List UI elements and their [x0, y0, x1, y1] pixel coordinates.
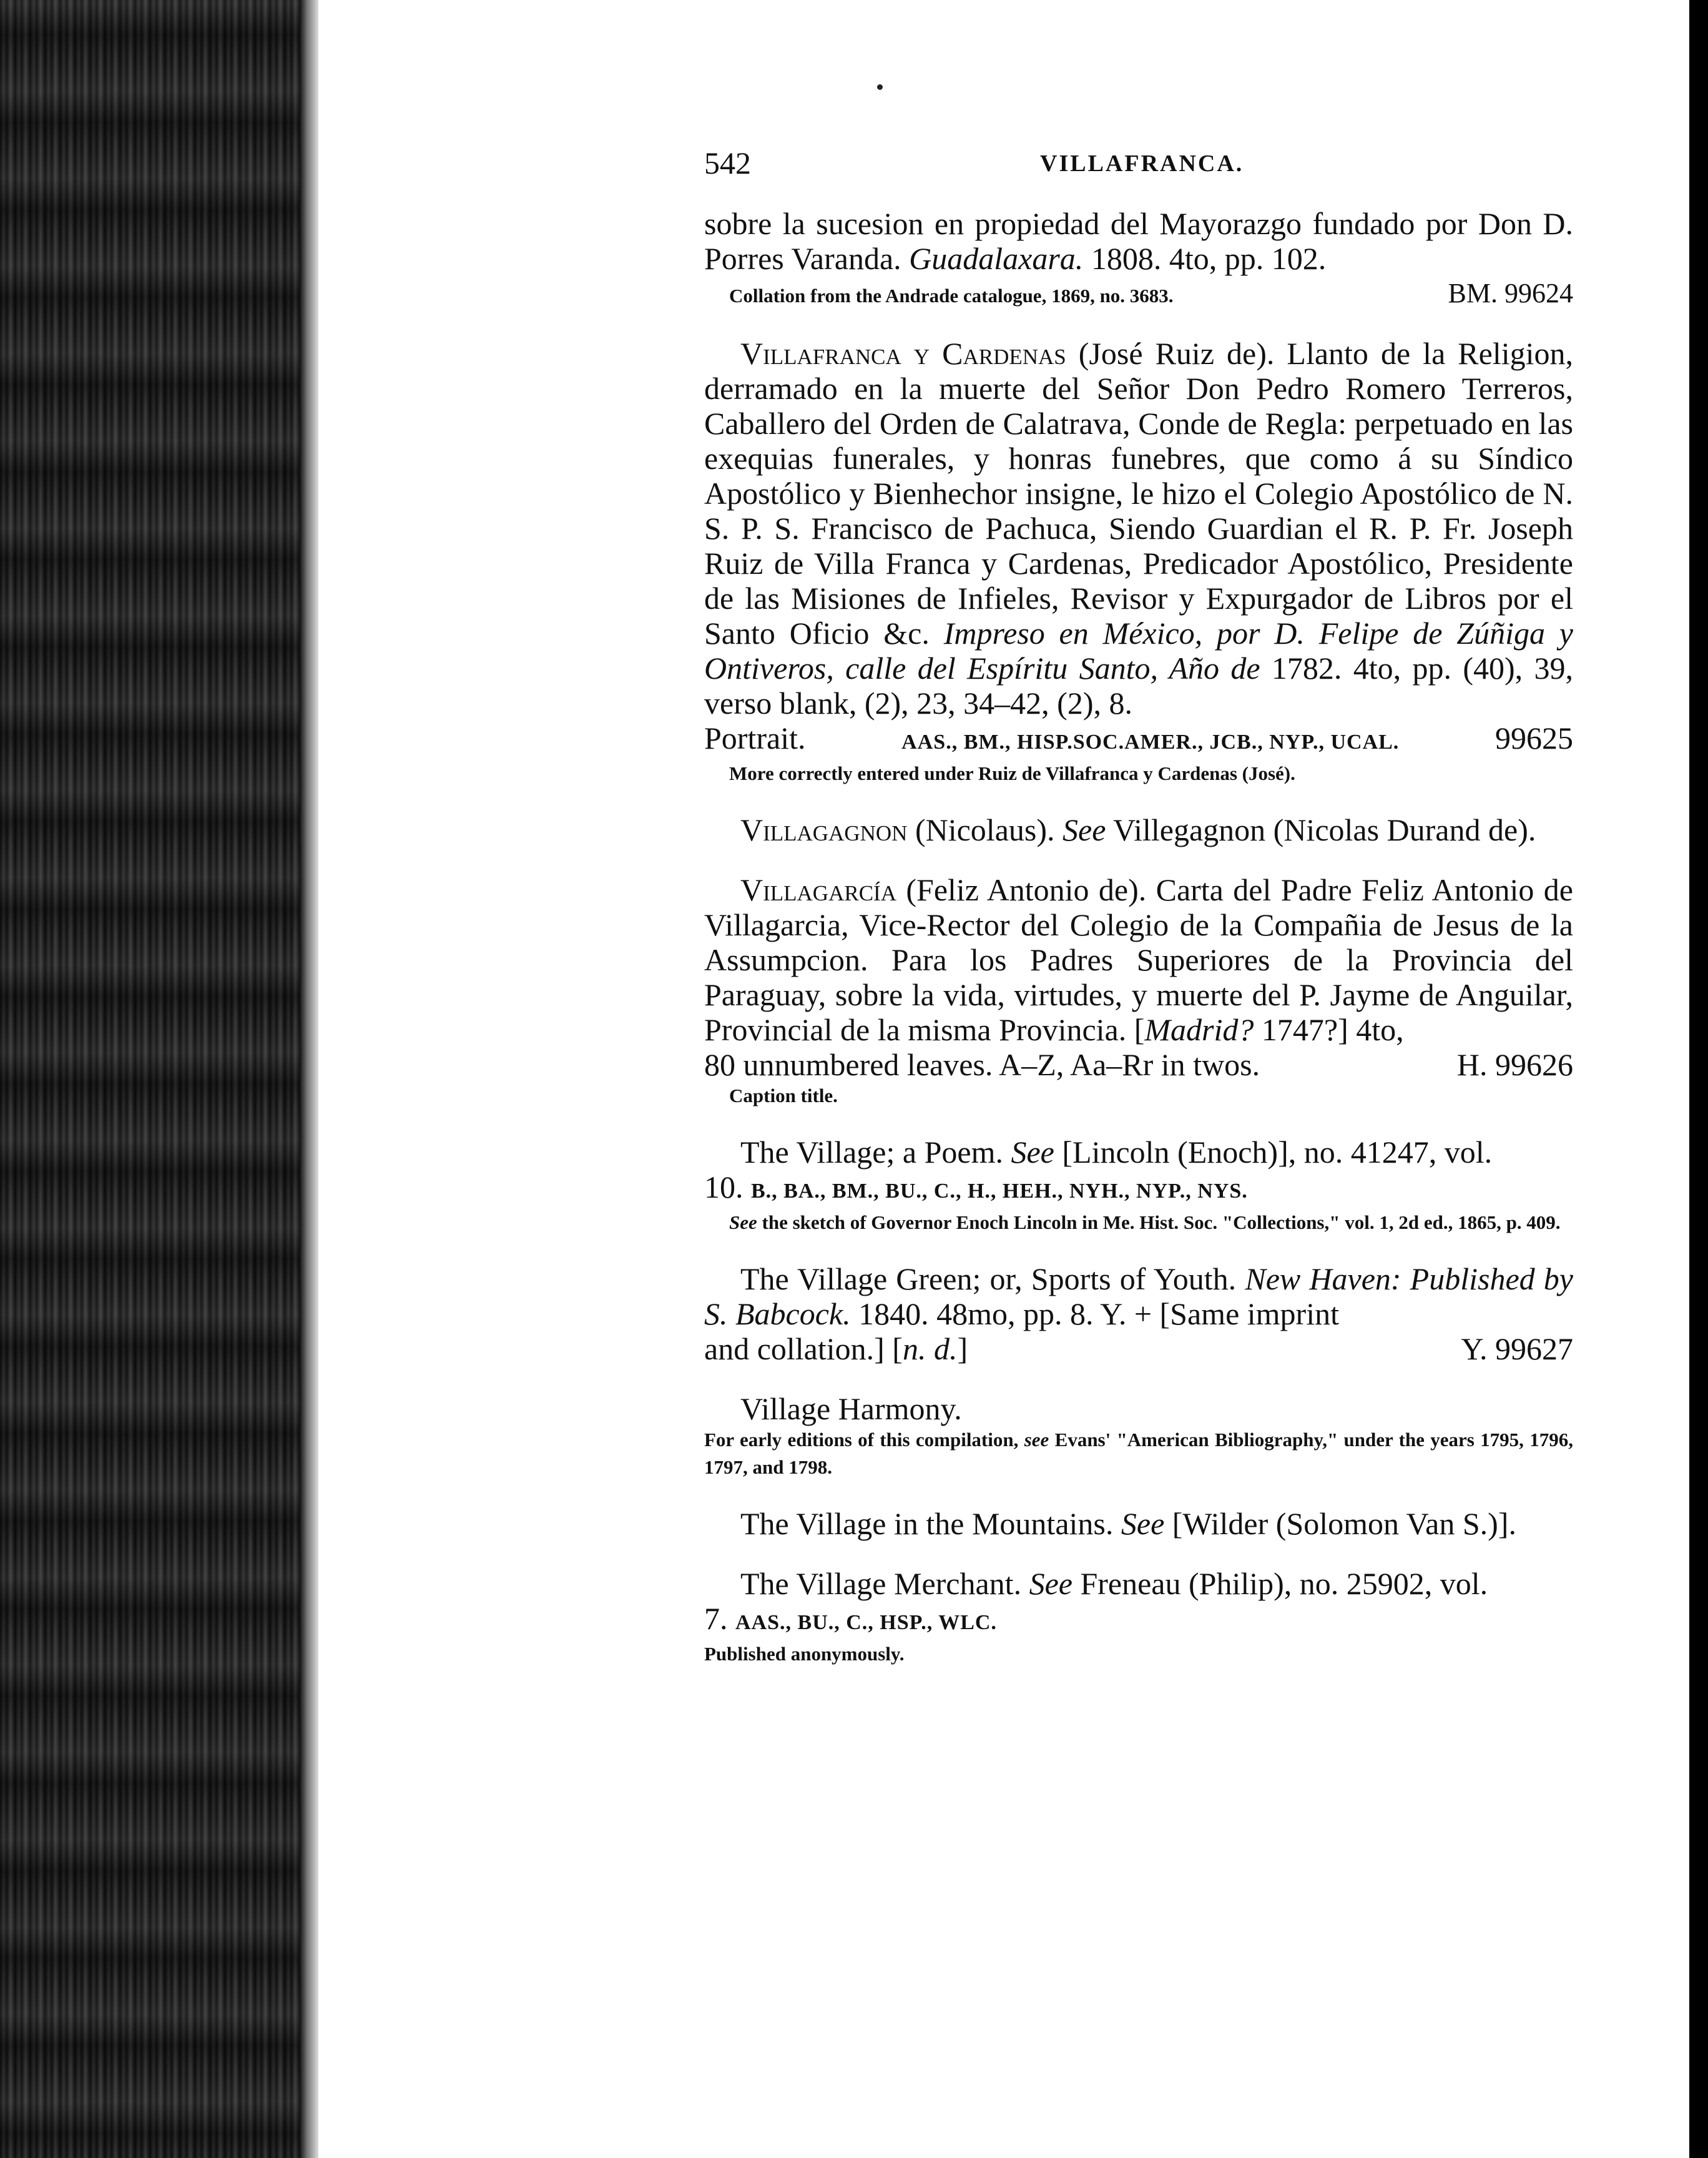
locations-row — [704, 721, 1573, 760]
entry-text — [704, 1135, 1573, 1170]
see-reference: See — [1011, 1135, 1054, 1170]
entry-text — [704, 206, 1573, 276]
entry-number: H. 99626 — [1456, 1047, 1573, 1082]
entry-villagarcia — [704, 872, 1573, 1110]
entry-title: (José Ruiz de). Llanto de la Religion, derramado en la muerte del Señor Don Pedro Romero Terreros, Caballero del Orden de Calatrava, Conde de Regla: perpetuado en las exequias funerales, y honras funebres, que como á su Síndico Apostólico y Bienhechor insigne, le hizo el Colegio Apostólico de N. S. P. S. Francisco de Pachuca, Siendo Guardian el R. P. Fr. Joseph Ruiz de Villa Franca y Cardenas, Predicador Apostólico, Presidente de las Misiones de Infieles, Revisor y Expurgador de Libros por el Santo Oficio &c. — [704, 336, 1574, 651]
volume-number: 7. — [704, 1601, 735, 1636]
cross-reference: [Lincoln (Enoch)], no. 41247, vol. — [1054, 1135, 1493, 1170]
page-number: 542 — [704, 145, 751, 180]
page-body — [704, 206, 1573, 1668]
library-locations: AAS., BU., C., HSP., WLC. — [735, 1611, 997, 1634]
entry-title: (Feliz Antonio de). Carta del Padre Feliz Antonio de Villagarcia, Vice-Rector del Colegio de la Compañia de Jesus de la Assumpcion. Para los Padres Superiores de la Provincia del Paraguay, sobre la vida, virtudes, y muerte del P. Jayme de Anguilar, Provincial de la misma Provincia. [ — [704, 872, 1573, 1047]
entry-title: Village Harmony. — [740, 1391, 962, 1426]
entry-title: The Village in the Mountains. — [740, 1506, 1121, 1541]
cross-reference: [Wilder (Solomon Van S.)]. — [1164, 1506, 1516, 1541]
page-gutter — [300, 0, 318, 2158]
entry-note: Published anonymously. — [704, 1643, 905, 1665]
see-reference: See — [1121, 1506, 1165, 1541]
portrait-label: Portrait. — [704, 721, 806, 756]
entry-text — [704, 872, 1573, 1047]
note-text: the sketch of Governor Enoch Lincoln in Me. Hist. Soc. "Collections," vol. 1, 2d ed., 1865, p. 409. — [757, 1211, 1561, 1233]
entry-heading: Villagarcía — [740, 872, 896, 907]
collation-row — [704, 1047, 1573, 1082]
collation-text: ] — [957, 1331, 968, 1366]
text-line: Porres Varanda. — [704, 241, 910, 276]
imprint-place: Madrid? — [1144, 1012, 1254, 1047]
collation: 1747?] 4to, — [1254, 1012, 1404, 1047]
see-reference: See — [1029, 1566, 1072, 1601]
volume-number: 10. — [704, 1170, 751, 1205]
entry-the-village-green — [704, 1261, 1573, 1366]
locations-line — [704, 1601, 1573, 1640]
entry-title: The Village Green; or, Sports of Youth. — [740, 1261, 1245, 1296]
entry-text — [704, 1566, 1573, 1601]
entry-title: The Village; a Poem. — [740, 1135, 1011, 1170]
see-reference: See — [729, 1211, 757, 1233]
imprint: New Haven: Published by S. Babcock. — [704, 1261, 1574, 1331]
entry-title: (Nicolaus). — [907, 812, 1063, 847]
cross-reference: Villegagnon (Nicolas Durand de). — [1106, 812, 1536, 847]
ink-speck — [877, 84, 883, 90]
note-text: Evans' "American Bibliography," under the years 1795, 1796, 1797, and 1798. — [704, 1429, 1573, 1478]
entry-continuation — [704, 206, 1573, 311]
imprint: Impreso en México, por D. Felipe de Zúñiga y Ontiveros, calle del Espíritu Santo, Año de — [704, 616, 1574, 686]
library-locations: B., BA., BM., BU., C., H., HEH., NYH., NYP., NYS. — [751, 1180, 1248, 1203]
book-edge — [0, 0, 300, 2158]
entry-text — [704, 336, 1573, 721]
collation-text: and collation.] [ — [704, 1331, 903, 1366]
entry-text — [704, 812, 1573, 847]
entry-note: More correctly entered under Ruiz de Villafranca y Cardenas (José). — [729, 762, 1295, 784]
collation: 1840. 48mo, pp. 8. Y. + [Same imprint — [850, 1296, 1339, 1331]
imprint-place: Guadalaxara. — [909, 241, 1084, 276]
collation: 80 unnumbered leaves. A–Z, Aa–Rr in twos. — [704, 1047, 1260, 1082]
scan-border — [1689, 0, 1708, 2158]
entry-note: Caption title. — [729, 1085, 838, 1106]
entry-note — [704, 1209, 1573, 1236]
see-reference: see — [1024, 1429, 1049, 1451]
entry-village-merchant — [704, 1566, 1573, 1668]
no-date: n. d. — [902, 1331, 958, 1366]
collation — [704, 1331, 968, 1366]
entry-village-in-the-mountains — [704, 1506, 1573, 1541]
collation-row — [704, 1331, 1573, 1366]
note-text: For early editions of this compilation, — [704, 1429, 1024, 1451]
entry-number: 99625 — [1495, 721, 1573, 756]
cross-reference: Freneau (Philip), no. 25902, vol. — [1072, 1566, 1488, 1601]
entry-number: Y. 99627 — [1461, 1331, 1573, 1366]
library-locations: AAS., BM., HISP.SOC.AMER., JCB., NYP., UCAL. — [901, 731, 1400, 754]
entry-number: BM. 99624 — [1448, 278, 1573, 308]
entry-heading: Villafranca y Cardenas — [740, 336, 1066, 371]
page-header — [704, 145, 1578, 189]
see-reference: See — [1063, 812, 1106, 847]
text-line: sobre la sucesion en propiedad del Mayorazgo fundado por Don D. — [704, 206, 1573, 241]
entry-text — [704, 1261, 1573, 1331]
collation-note: Collation from the Andrade catalogue, 1869, no. 3683. — [729, 285, 1174, 307]
entry-note — [704, 1426, 1573, 1481]
entry-villafranca-y-cardenas — [704, 336, 1573, 787]
entry-heading: Villagagnon — [740, 812, 908, 847]
text-line: 1808. 4to, pp. 102. — [1083, 241, 1327, 276]
collation: 1782. 4to, pp. (40), 39, verso blank, (2), 23, 34–42, (2), 8. — [704, 651, 1573, 721]
entry-villagagnon — [704, 812, 1573, 847]
entry-title: The Village Merchant. — [740, 1566, 1029, 1601]
entry-the-village — [704, 1135, 1573, 1236]
locations-line — [704, 1170, 1573, 1209]
running-head: VILLAFRANCA. — [1040, 150, 1244, 177]
note-row — [704, 276, 1573, 311]
entry-village-harmony — [704, 1391, 1573, 1481]
entry-text — [704, 1506, 1573, 1541]
